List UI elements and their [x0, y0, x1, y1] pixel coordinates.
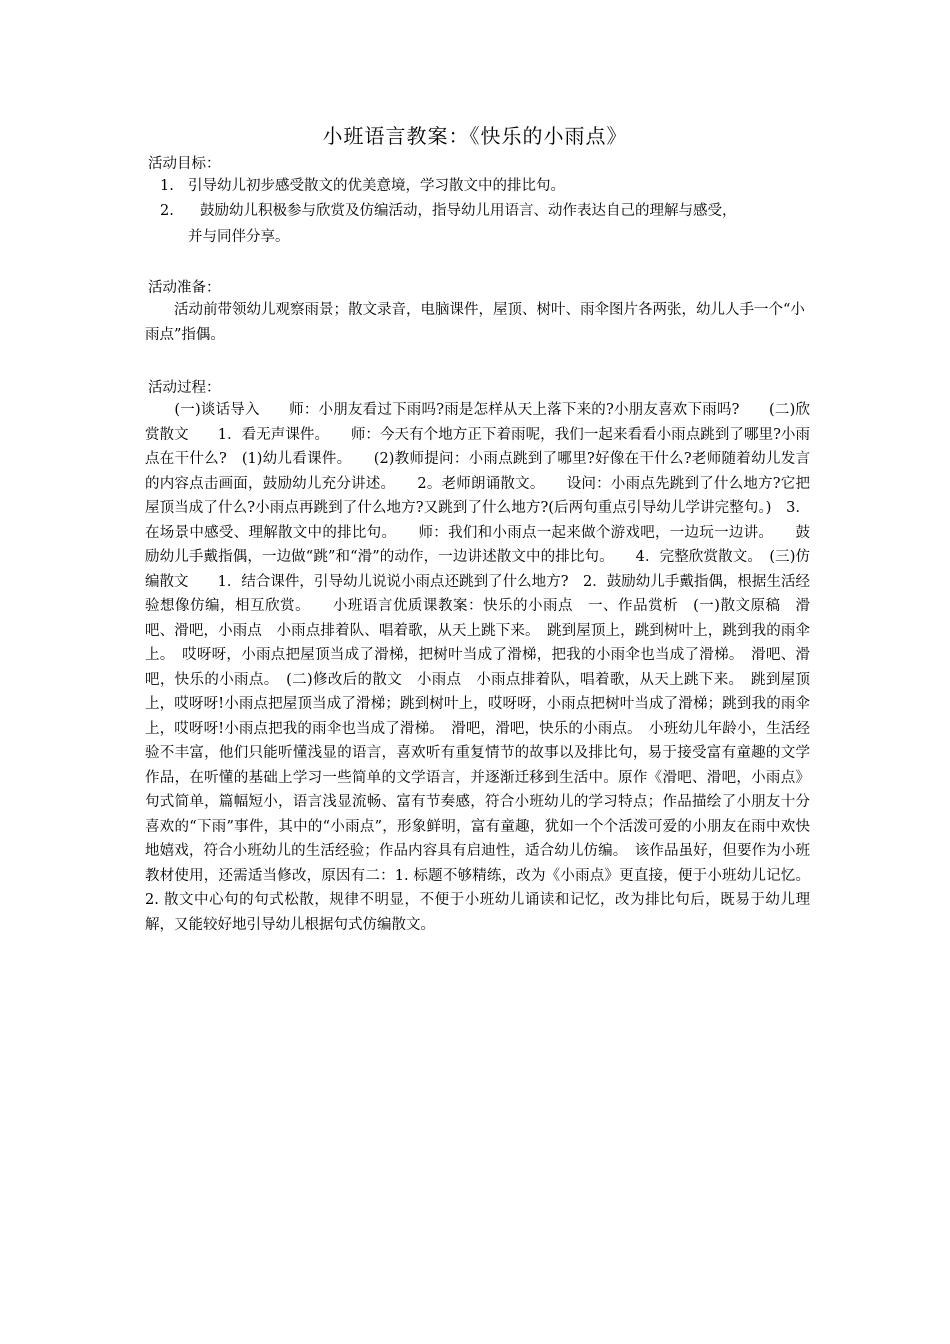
document-title: 小班语言教案：《快乐的小雨点》 [322, 124, 628, 148]
goals-heading: 活动目标： [148, 156, 221, 172]
goal-item-2: 鼓励幼儿积极参与欣赏及仿编活动，指导幼儿用语言、动作表达自己的理解与感受， [200, 203, 737, 219]
goal-item-2-continued: 并与同伴分享。 [188, 229, 290, 245]
goal-item-1: 引导幼儿初步感受散文的优美意境，学习散文中的排比句。 [188, 178, 565, 194]
process-heading: 活动过程： [148, 380, 221, 396]
goal-number-1: 1. [160, 178, 174, 194]
preparation-body: 活动前带领幼儿观察雨景；散文录音，电脑课件，屋顶、树叶、雨伞图片各两张，幼儿人手一个“小雨点”指偶。 [145, 302, 805, 343]
preparation-heading: 活动准备： [148, 280, 221, 296]
goal-number-2: 2. [160, 203, 174, 219]
process-body: (一)谈话导入 师：小朋友看过下雨吗?雨是怎样从天上落下来的?小朋友喜欢下雨吗? (二)欣赏散文 1．看无声课件。 师：今天有个地方正下着雨呢，我们一起来看看小雨点跳到了哪里?小雨点在干什么? (1)幼儿看课件。 (2)教师提问：小雨点跳到了哪里?好像在干什么?老师随着幼儿发言的内容点击画面，鼓励幼儿充分讲述。 2。老师朗诵散文。 设问：小雨点先跳到了什么地方?它把屋顶当成了什么?小雨点再跳到了什么地方?又跳到了什么地方?(后两句重点引导幼儿学讲完整句。) 3．在场景中感受、理解散文中的排比句。 师：我们和小雨点一起来做个游戏吧，一边玩一边讲。 鼓励幼儿手戴指偶，一边做“跳”和“滑”的动作，一边讲述散文中的排比句。 4．完整欣赏散文。 (三)仿编散文 1．结合课件，引导幼儿说说小雨点还跳到了什么地方? 2．鼓励幼儿手戴指偶，根据生活经验想像仿编，相互欣赏。 小班语言优质课教案：快乐的小雨点 一、作品赏析 (一)散文原稿 滑吧、滑吧，小雨点 小雨点排着队、唱着歌，从天上跳下来。 跳到屋顶上，跳到树叶上，跳到我的雨伞上。 哎呀呀，小雨点把屋顶当成了滑梯，把树叶当成了滑梯，把我的小雨伞也当成了滑梯。 滑吧、滑吧，快乐的小雨点。 (二)修改后的散文 小雨点 小雨点排着队，唱着歌，从天上跳下来。 跳到屋顶上，哎呀呀!小雨点把屋顶当成了滑梯；跳到树叶上，哎呀呀，小雨点把树叶当成了滑梯；跳到我的雨伞上，哎呀呀!小雨点把我的雨伞也当成了滑梯。 滑吧，滑吧，快乐的小雨点。 小班幼儿年龄小，生活经验不丰富，他们只能听懂浅显的语言，喜欢听有重复情节的故事以及排比句，易于接受富有童趣的文学作品，在听懂的基础上学习一些简单的文学语言，并逐渐迁移到生活中。原作《滑吧、滑吧，小雨点》句式简单，篇幅短小，语言浅显流畅、富有节奏感，符合小班幼儿的学习特点；作品描绘了小朋友十分喜欢的“下雨”事件，其中的“小雨点”，形象鲜明，富有童趣，犹如一个个活泼可爱的小朋友在雨中欢快地嬉戏，符合小班幼儿的生活经验；作品内容具有启迪性，适合幼儿仿编。 该作品虽好，但要作为小班教材使用，还需适当修改，原因有二：1. 标题不够精练，改为《小雨点》更直接，便于小班幼儿记忆。2. 散文中心句的句式松散，规律不明显，不便于小班幼儿诵读和记忆，改为排比句后，既易于幼儿理解，又能较好地引导幼儿根据句式仿编散文。 [145, 402, 810, 933]
